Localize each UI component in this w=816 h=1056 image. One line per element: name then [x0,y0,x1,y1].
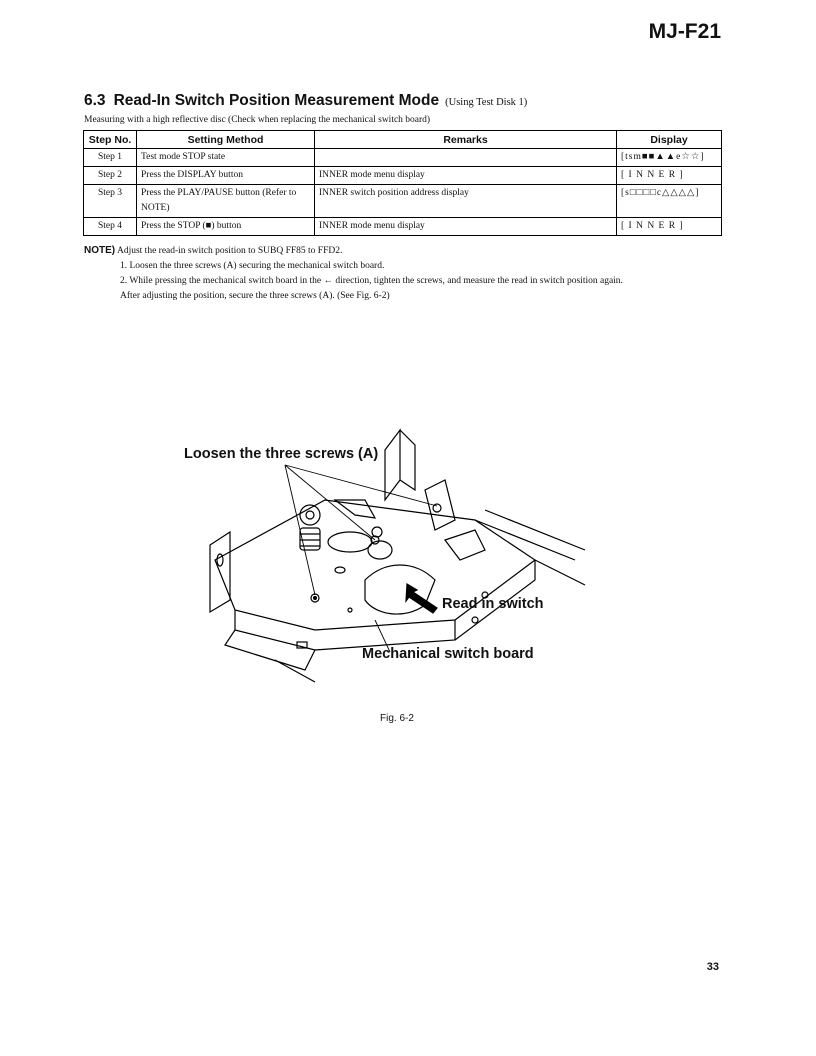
setting-method: Press the DISPLAY button [137,167,315,185]
note-label: NOTE) [84,245,116,256]
table-row [84,185,722,218]
display-readout: [tsm■■▲▲e☆☆] [617,149,722,167]
step-number: Step 2 [84,167,137,185]
header-setting-method: Setting Method [137,131,315,149]
note-line [84,243,726,259]
note-item: 2. While pressing the mechanical switch board in the ← direction, tighten the screws, and measure the read in switch position again. [120,276,623,286]
remarks: INNER switch position address display [315,185,617,218]
section-heading [84,92,527,110]
remarks [315,149,617,167]
section-subtitle: (Using Test Disk 1) [445,97,528,108]
setting-method: Test mode STOP state [137,149,315,167]
step-number: Step 4 [84,218,137,236]
header-remarks: Remarks [315,131,617,149]
setting-method: Press the PLAY/PAUSE button (Refer to NOTE) [137,185,315,218]
display-readout: [ I N N E R ] [617,167,722,185]
note-item: After adjusting the position, secure the three screws (A). (See Fig. 6-2) [120,291,390,301]
steps-table [83,130,722,236]
header-display: Display [617,131,722,149]
table-header-row [84,131,722,149]
remarks: INNER mode menu display [315,167,617,185]
page-number: 33 [706,961,719,973]
callout-read-in-switch: Read in switch [442,596,544,612]
model-number: MJ-F21 [648,20,721,43]
note-block [84,243,726,304]
section-title: Read-In Switch Position Measurement Mode [113,92,440,109]
display-readout: [s□□□□c△△△△] [617,185,722,218]
note-text: Adjust the read-in switch position to SUBQ FF85 to FFD2. [116,246,343,256]
header-step-no: Step No. [84,131,137,149]
table-row [84,218,722,236]
intro-text: Measuring with a high reflective disc (Check when replacing the mechanical switch board) [84,115,431,125]
table-row [84,149,722,167]
step-number: Step 3 [84,185,137,218]
remarks: INNER mode menu display [315,218,617,236]
callout-screws: Loosen the three screws (A) [184,446,379,462]
callout-mechanical-switch-board: Mechanical switch board [362,646,534,662]
setting-method: Press the STOP (■) button [137,218,315,236]
figure-caption: Fig. 6-2 [380,713,414,724]
step-number: Step 1 [84,149,137,167]
table-row [84,167,722,185]
section-number: 6.3 [84,92,106,109]
note-item: 1. Loosen the three screws (A) securing the mechanical switch board. [120,261,385,271]
display-readout: [ I N N E R ] [617,218,722,236]
